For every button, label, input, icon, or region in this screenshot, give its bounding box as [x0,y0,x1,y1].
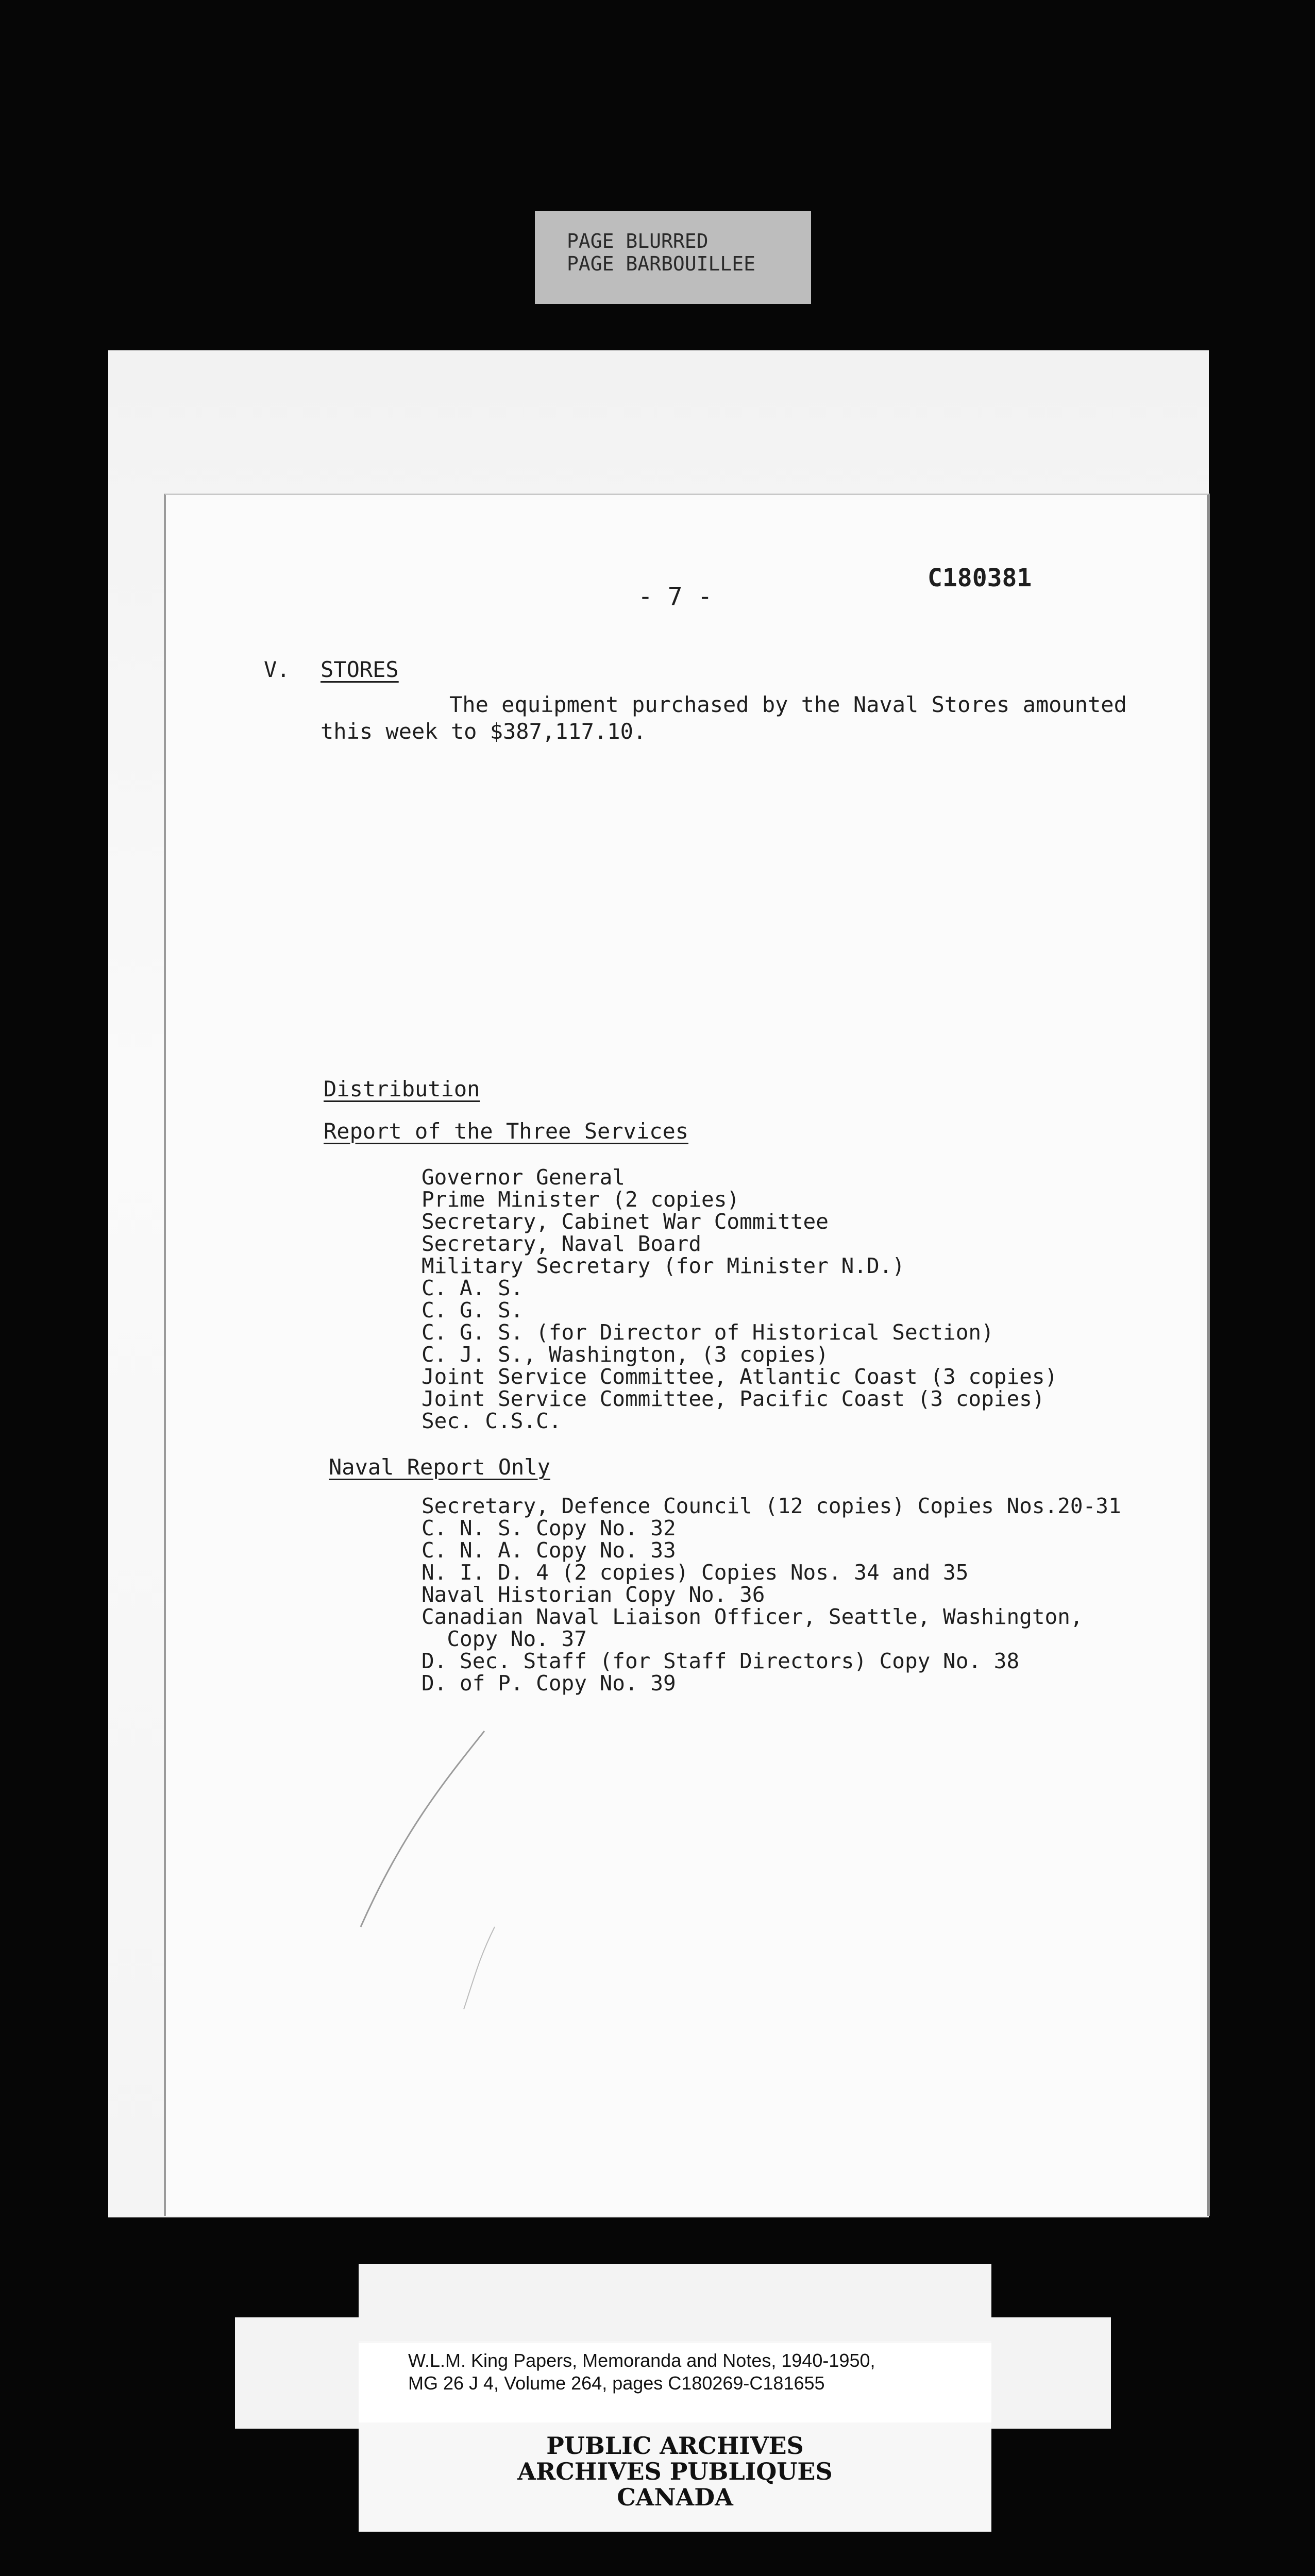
list-item: C. N. S. Copy No. 32 [422,1516,676,1540]
list-item: Canadian Naval Liaison Officer, Seattle, Washington, [422,1604,1083,1629]
list-item: Naval Historian Copy No. 36 [422,1582,765,1607]
page-number: - 7 - [638,582,713,611]
institution-country: CANADA [617,2483,733,2511]
three-services-heading: Report of the Three Services [324,1118,689,1144]
list-item: C. N. A. Copy No. 33 [422,1538,676,1563]
section-title: STORES [321,657,399,682]
list-item: C. A. S. [422,1276,524,1300]
list-item: C. G. S. [422,1298,524,1323]
label-cutout-right [991,2264,1111,2317]
list-item: Governor General [422,1165,625,1190]
list-item: Secretary, Cabinet War Committee [422,1209,829,1234]
naval-report-heading: Naval Report Only [329,1454,550,1480]
list-item: D. of P. Copy No. 39 [422,1671,676,1696]
list-item: D. Sec. Staff (for Staff Directors) Copy No. 38 [422,1649,1020,1673]
list-item: Joint Service Committee, Atlantic Coast (3 copies) [422,1364,1058,1389]
list-item: Prime Minister (2 copies) [422,1187,740,1212]
list-item: Copy No. 37 [422,1626,587,1651]
list-item: Sec. C.S.C. [422,1409,562,1433]
stores-text-line-1: The equipment purchased by the Naval Stores amounted [449,692,1127,717]
stamp-line-fr: PAGE BARBOUILLEE [567,252,756,275]
stores-text-line-2: this week to $387,117.10. [321,719,647,744]
label-cutout-left [235,2264,359,2317]
stamp-line-en: PAGE BLURRED [567,230,709,252]
citation-line-1: W.L.M. King Papers, Memoranda and Notes, 1940-1950, [408,2350,875,2371]
citation-line-2: MG 26 J 4, Volume 264, pages C180269-C181655 [408,2372,825,2394]
list-item: C. G. S. (for Director of Historical Section) [422,1320,994,1345]
document-reference: C180381 [928,564,1032,592]
list-item: Secretary, Naval Board [422,1231,702,1256]
list-item: Secretary, Defence Council (12 copies) Copies Nos.20-31 [422,1494,1121,1518]
list-item: N. I. D. 4 (2 copies) Copies Nos. 34 and 35 [422,1560,969,1585]
section-numeral: V. [264,657,290,682]
institution-name-en: PUBLIC ARCHIVES [546,2432,804,2460]
distribution-heading: Distribution [324,1076,480,1101]
list-item: C. J. S., Washington, (3 copies) [422,1342,829,1367]
institution-name-fr: ARCHIVES PUBLIQUES [517,2458,833,2485]
list-item: Military Secretary (for Minister N.D.) [422,1253,905,1278]
list-item: Joint Service Committee, Pacific Coast (3 copies) [422,1386,1045,1411]
